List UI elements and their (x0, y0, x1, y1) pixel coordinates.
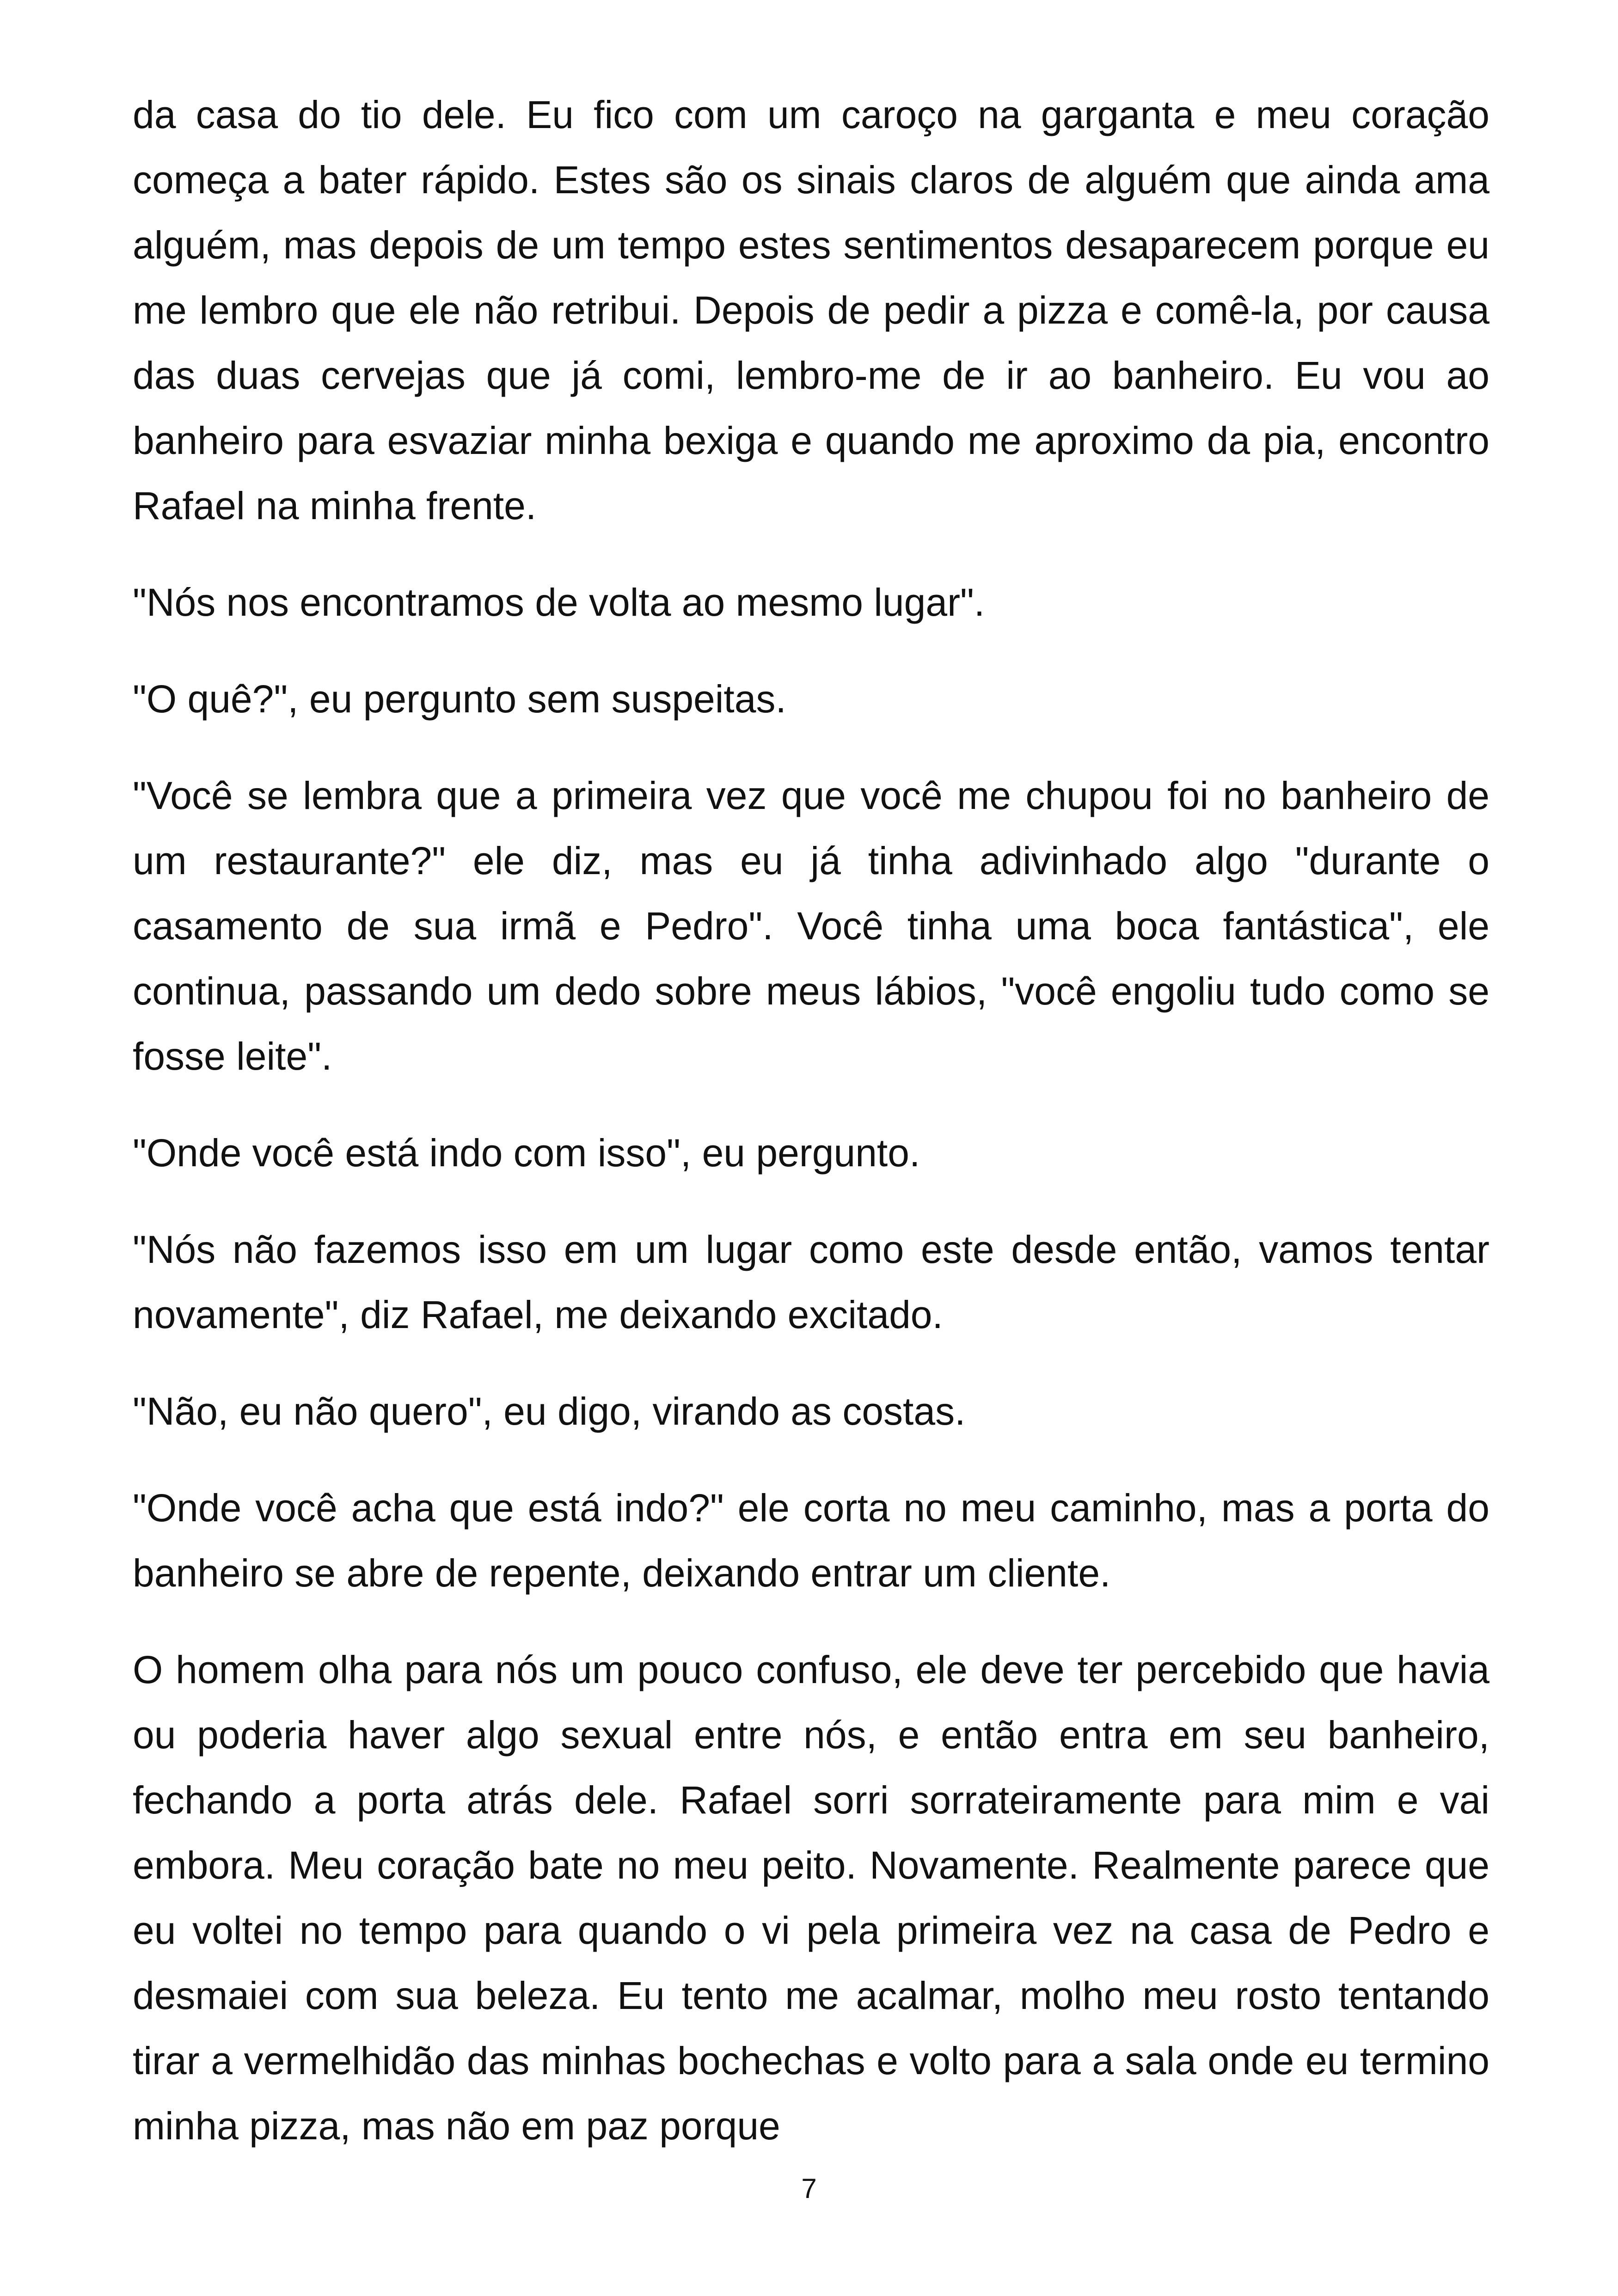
body-text (133, 82, 1489, 2159)
paragraph: "Você se lembra que a primeira vez que você me chupou foi no banheiro de um restaurante?" ele diz, mas eu já tinha adivinhado algo "durante o casamento de sua irmã e Pedro". Você tinha uma boca fantástica", ele continua, passando um dedo sobre meus lábios, "você engoliu tudo como se fosse leite". (133, 774, 1489, 1078)
page-number: 7 (801, 2173, 817, 2204)
paragraph: "O quê?", eu pergunto sem suspeitas. (133, 677, 786, 721)
paragraph: da casa do tio dele. Eu fico com um caroço na garganta e meu coração começa a bater rápido. Estes são os sinais claros de alguém que ainda ama alguém, mas depois de um tempo estes sentimentos desaparecem porque eu me lembro que ele não retribui. Depois de pedir a pizza e comê-la, por causa das duas cervejas que já comi, lembro-me de ir ao banheiro. Eu vou ao banheiro para esvaziar minha bexiga e quando me aproximo da pia, encontro Rafael na minha frente. (133, 93, 1489, 527)
paragraph: "Onde você acha que está indo?" ele corta no meu caminho, mas a porta do banheiro se abre de repente, deixando entrar um cliente. (133, 1486, 1489, 1595)
paragraph: "Não, eu não quero", eu digo, virando as costas. (133, 1390, 966, 1433)
paragraph: "Nós não fazemos isso em um lugar como este desde então, vamos tentar novamente", diz Rafael, me deixando excitado. (133, 1228, 1489, 1336)
paragraph: "Nós nos encontramos de volta ao mesmo lugar". (133, 581, 985, 624)
paragraph: O homem olha para nós um pouco confuso, ele deve ter percebido que havia ou poderia haver algo sexual entre nós, e então entra em seu banheiro, fechando a porta atrás dele. Rafael sorri sorrateiramente para mim e vai embora. Meu coração bate no meu peito. Novamente. Realmente parece que eu voltei no tempo para quando o vi pela primeira vez na casa de Pedro e desmaiei com sua beleza. Eu tento me acalmar, molho meu rosto tentando tirar a vermelhidão das minhas bochechas e volto para a sala onde eu termino minha pizza, mas não em paz porque (133, 1648, 1489, 2148)
paragraph: "Onde você está indo com isso", eu pergunto. (133, 1131, 920, 1175)
